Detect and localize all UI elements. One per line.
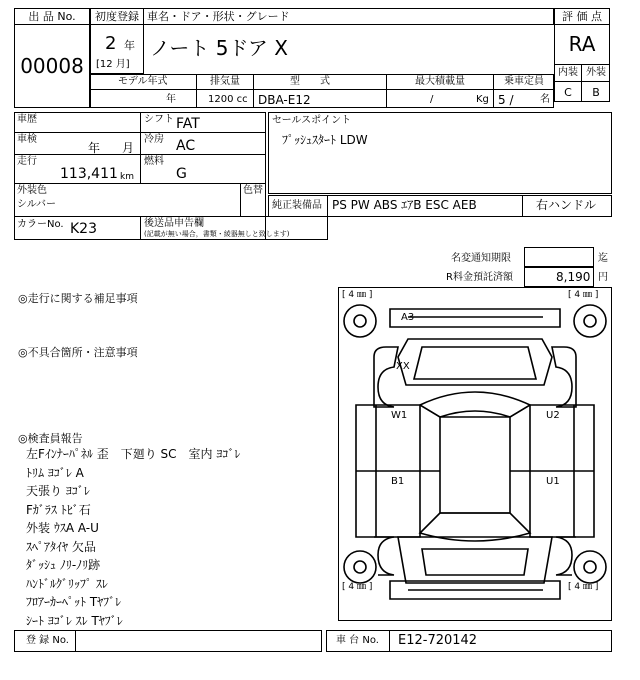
tire-br-label: [ 4 ㎜ ] bbox=[568, 582, 599, 592]
mileage-label: 走行 bbox=[17, 156, 37, 167]
inspector-label: ◎検査員報告 bbox=[18, 432, 83, 445]
capacity-unit: 名 bbox=[540, 94, 550, 105]
recycle-label: R料金預託済額 bbox=[446, 272, 513, 283]
capacity-label: 乗車定員 bbox=[504, 76, 544, 87]
shift-label: シフト bbox=[144, 114, 174, 125]
tire-bl-label: [ 4 ㎜ ] bbox=[342, 582, 373, 592]
grade-label-line bbox=[554, 8, 610, 25]
mark-b1: B1 bbox=[391, 476, 405, 487]
front-bumper-outline bbox=[390, 309, 560, 327]
color-no: K23 bbox=[70, 221, 97, 237]
rear-fender-left bbox=[374, 537, 394, 575]
sales-point-label: セールスポイント bbox=[272, 115, 352, 126]
recycle-amount: 8,190 bbox=[556, 270, 591, 284]
tire-rear-right-icon bbox=[574, 551, 606, 583]
mark-a3: A3 bbox=[401, 312, 415, 323]
chassis-no: E12-720142 bbox=[398, 633, 478, 648]
mark-u1: U1 bbox=[546, 476, 560, 487]
inspector-report-line: ｽﾍﾟｱﾀｲﾔ 欠品 bbox=[26, 539, 96, 554]
tire-front-left-icon bbox=[344, 305, 376, 337]
car-diagram bbox=[338, 287, 612, 621]
interior-grade: C bbox=[564, 86, 572, 99]
inspector-report-line: Fｶﾞﾗｽ ﾄﾋﾞ石 bbox=[26, 502, 91, 517]
interior-label: 内装 bbox=[558, 67, 578, 78]
post-report-label: 後送品申告欄 bbox=[144, 218, 204, 229]
mark-xx: XX bbox=[396, 361, 410, 372]
tire-rear-left-icon bbox=[344, 551, 376, 583]
left-fender-outline bbox=[374, 347, 398, 407]
equipment: PS PW ABS ｴｱB ESC AEB bbox=[332, 198, 477, 212]
reg-no-label: 登 録 No. bbox=[26, 635, 69, 646]
first-reg-year: 2 bbox=[105, 33, 117, 54]
exterior-label: 外装 bbox=[586, 67, 606, 78]
color-label: 外装色 bbox=[17, 185, 47, 196]
car-name: ノート 5ドア X bbox=[150, 36, 288, 60]
first-reg-year-unit: 年 bbox=[124, 39, 135, 52]
inspector-report-line: ﾄﾘﾑ ﾖｺﾞﾚ A bbox=[26, 465, 84, 480]
first-reg-label: 初度登録 bbox=[95, 10, 139, 23]
notice-field bbox=[524, 247, 594, 267]
displacement: 1200 cc bbox=[208, 94, 248, 105]
inspection-label: 車検 bbox=[17, 134, 37, 145]
shift: FAT bbox=[176, 116, 200, 132]
color-change-label: 色替 bbox=[243, 185, 263, 196]
history-label: 車歴 bbox=[17, 114, 37, 125]
model-label: 車名・ドア・形状・グレード bbox=[147, 10, 290, 23]
max-load-unit: Kg bbox=[476, 94, 489, 105]
tire-tr-label: [ 4 ㎜ ] bbox=[568, 290, 599, 300]
fuel: G bbox=[176, 166, 187, 182]
exterior-grade: B bbox=[592, 86, 600, 99]
mark-u2: U2 bbox=[546, 410, 560, 421]
recycle-unit: 円 bbox=[598, 272, 608, 283]
displacement-label: 排気量 bbox=[210, 76, 240, 87]
max-load-slash: / bbox=[430, 94, 434, 105]
color-no-label: カラーNo. bbox=[17, 219, 64, 230]
hood-outline bbox=[398, 339, 552, 385]
fuel-label: 燃料 bbox=[144, 156, 164, 167]
ac: AC bbox=[176, 138, 196, 154]
lot-no: 00008 bbox=[20, 54, 84, 78]
chassis-label: 車 台 No. bbox=[336, 635, 379, 646]
grade-value: RA bbox=[568, 32, 596, 56]
handle: 右ハンドル bbox=[536, 198, 597, 212]
inspector-report-line: 天張り ﾖｺﾞﾚ bbox=[26, 484, 90, 498]
mileage: 113,411 bbox=[60, 166, 118, 182]
type-value: DBA-E12 bbox=[258, 93, 311, 107]
inspection-year: 年 bbox=[88, 141, 101, 155]
lot-no-label: 出 品 No. bbox=[28, 10, 76, 23]
inspector-report-line: ﾊﾝﾄﾞﾙｸﾞﾘｯﾌﾟ ｽﾚ bbox=[26, 576, 108, 591]
sales-point: ﾌﾟｯｼｭｽﾀｰﾄ LDW bbox=[282, 133, 368, 147]
trunk-outline bbox=[398, 537, 552, 583]
inspector-report-line: ﾌﾛｱｰｶｰﾍﾟｯﾄ Tﾔﾌﾞﾚ bbox=[26, 595, 122, 609]
tire-front-right-icon bbox=[574, 305, 606, 337]
inspector-report-line: 外装 ｳｽA A-U bbox=[26, 521, 99, 535]
notice-label: 名変通知期限 bbox=[451, 253, 511, 264]
inspector-report-line: 左Fｲﾝﾅｰﾊﾟﾈﾙ 歪 下廻り SC 室内 ﾖｺﾞﾚ bbox=[26, 447, 241, 461]
model-year-unit: 年 bbox=[166, 94, 176, 105]
mileage-unit: km bbox=[120, 172, 134, 182]
type-label: 型 式 bbox=[290, 76, 330, 87]
max-load-label: 最大積載量 bbox=[415, 76, 465, 87]
grade-label: 評 価 点 bbox=[562, 10, 602, 23]
color: シルバー bbox=[17, 199, 57, 210]
first-reg-month: [12 月] bbox=[96, 59, 130, 70]
post-report-note: (記載が無い場合，書類・綾器無しと致します) bbox=[144, 230, 290, 238]
inspection-month: 月 bbox=[122, 141, 135, 155]
mark-w1: W1 bbox=[391, 410, 408, 421]
inspector-report-line: ﾀﾞｯｼｭ ﾉﾘ-ﾉﾘ跡 bbox=[26, 558, 101, 572]
roof-outline bbox=[440, 417, 510, 513]
equipment-label: 純正装備品 bbox=[272, 200, 322, 211]
capacity-value: 5 / bbox=[498, 93, 514, 107]
model-year-label: モデル年式 bbox=[118, 76, 168, 87]
inspector-report-line: ｼｰﾄ ﾖｺﾞﾚ ｽﾚ Tﾔﾌﾞﾚ bbox=[26, 613, 123, 628]
ac-label: 冷房 bbox=[144, 134, 164, 145]
driving-remarks-label: ◎走行に関する補足事項 bbox=[18, 292, 138, 305]
windshield-outline bbox=[420, 392, 530, 417]
tire-tl-label: [ 4 ㎜ ] bbox=[342, 290, 373, 300]
notice-unit: 迄 bbox=[598, 253, 608, 264]
defects-label: ◎不具合箇所・注意事項 bbox=[18, 346, 138, 359]
